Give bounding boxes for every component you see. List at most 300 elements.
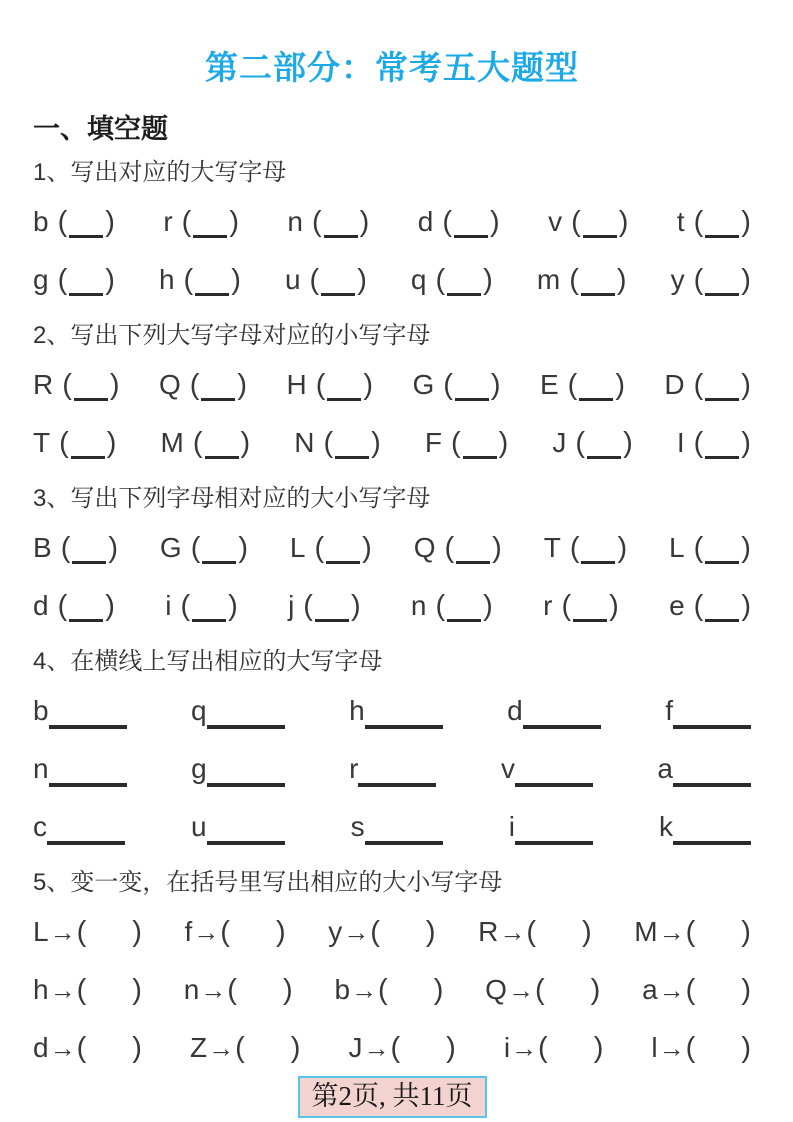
answer-blank-line <box>705 205 739 238</box>
letter-item-T <box>544 530 627 566</box>
letter: i <box>508 811 515 842</box>
open-paren: ( <box>62 369 72 401</box>
open-paren: ( <box>235 1032 245 1064</box>
letter-item-B <box>33 530 118 566</box>
letter-item-D <box>664 367 751 403</box>
answer-gap <box>86 918 132 948</box>
arrow-icon: → <box>499 917 526 947</box>
answer-blank-line <box>587 426 621 459</box>
answer-write-line <box>49 695 127 729</box>
letter-item-r <box>543 588 619 624</box>
close-paren: ) <box>132 974 142 1006</box>
close-paren: ) <box>741 427 751 459</box>
open-paren: ( <box>190 532 201 564</box>
answer-gap <box>695 918 741 948</box>
arrow-icon: → <box>49 917 76 947</box>
answer-write-line <box>365 695 443 729</box>
arrow-icon: → <box>511 1033 538 1063</box>
letter: G <box>159 532 182 563</box>
answer-blank-line <box>455 368 489 401</box>
answer-blank-line <box>69 589 103 622</box>
letter: Q <box>485 974 507 1005</box>
open-paren: ( <box>370 916 380 948</box>
open-paren: ( <box>59 427 69 459</box>
question-4-row-1 <box>33 693 751 733</box>
letter: n <box>33 753 49 784</box>
answer-blank-line <box>463 426 497 459</box>
letter: R <box>33 369 54 400</box>
answer-blank-line <box>321 263 355 296</box>
close-paren: ) <box>357 264 367 296</box>
letter: g <box>33 264 49 295</box>
answer-gap <box>380 918 426 948</box>
answer-blank-line <box>69 263 103 296</box>
letter: b <box>334 974 351 1005</box>
letter: j <box>288 590 295 621</box>
letter-item-r <box>163 204 239 240</box>
open-paren: ( <box>444 532 455 564</box>
letter-item-r <box>349 751 436 787</box>
close-paren: ) <box>609 590 619 622</box>
answer-gap <box>695 976 741 1006</box>
close-paren: ) <box>362 532 372 564</box>
close-paren: ) <box>238 532 249 564</box>
letter: Q <box>158 369 181 400</box>
arrow-icon: → <box>193 917 220 947</box>
close-paren: ) <box>741 369 751 401</box>
close-paren: ) <box>617 532 628 564</box>
open-paren: ( <box>693 590 704 622</box>
letter: M <box>634 916 658 947</box>
arrow-icon: → <box>363 1033 390 1063</box>
letter-item-b <box>33 693 127 729</box>
close-paren: ) <box>741 590 751 622</box>
letter-item-n <box>411 588 493 624</box>
letter: h <box>33 974 49 1005</box>
open-paren: ( <box>569 532 580 564</box>
close-paren: ) <box>359 206 370 238</box>
letter: B <box>33 532 52 563</box>
letter-item-n <box>33 751 127 787</box>
letter: T <box>543 532 561 563</box>
letter: q <box>191 695 207 726</box>
letter-item-e <box>669 588 751 624</box>
page-number-text: 第2页, 共11页 <box>311 1081 473 1111</box>
open-paren: ( <box>435 264 446 296</box>
letter-item-G <box>412 367 500 403</box>
letter-item-y <box>671 262 751 298</box>
open-paren: ( <box>378 974 388 1006</box>
close-paren: ) <box>492 532 502 564</box>
open-paren: ( <box>575 427 586 459</box>
close-paren: ) <box>350 590 361 622</box>
answer-write-line <box>207 811 285 845</box>
close-paren: ) <box>109 369 120 401</box>
answer-write-line <box>207 695 285 729</box>
letter: u <box>191 811 207 842</box>
close-paren: ) <box>446 1032 456 1064</box>
letter-item-h <box>349 693 443 729</box>
answer-blank-line <box>74 368 108 401</box>
page-title: 第二部分：常考五大题型 <box>205 49 579 86</box>
answer-write-line <box>358 753 436 787</box>
open-paren: ( <box>685 974 696 1006</box>
close-paren: ) <box>105 264 115 296</box>
answer-blank-line <box>583 205 617 238</box>
letter: m <box>536 264 561 295</box>
open-paren: ( <box>567 369 578 401</box>
close-paren: ) <box>433 974 444 1006</box>
question-1-row-2 <box>33 262 751 302</box>
letter-item-M <box>634 914 751 950</box>
answer-gap <box>230 918 276 948</box>
letter-item-F <box>425 425 508 461</box>
letter-item-h <box>33 972 142 1008</box>
open-paren: ( <box>183 264 194 296</box>
letter: F <box>424 427 442 458</box>
question-5-row-3 <box>33 1030 751 1070</box>
answer-blank-line <box>705 589 739 622</box>
close-paren: ) <box>425 916 436 948</box>
letter: d <box>507 695 523 726</box>
question-2-row-1 <box>33 367 751 407</box>
answer-blank-line <box>202 531 236 564</box>
answer-write-line <box>47 811 125 845</box>
answer-blank-line <box>315 589 349 622</box>
letter: i <box>503 1032 511 1063</box>
answer-blank-line <box>335 426 369 459</box>
answer-blank-line <box>454 205 488 238</box>
letter: l <box>651 1032 658 1063</box>
letter: e <box>669 590 685 621</box>
open-paren: ( <box>685 916 696 948</box>
letter-item-T <box>33 425 116 461</box>
arrow-icon: → <box>49 975 76 1005</box>
letter-item-R <box>33 367 120 403</box>
arrow-icon: → <box>658 917 685 947</box>
letter-item-N <box>294 425 381 461</box>
question-1-row-1 <box>33 204 751 244</box>
answer-blank-line <box>69 205 103 238</box>
answer-blank-line <box>579 368 613 401</box>
answer-blank-line <box>193 205 227 238</box>
question-5-row-1 <box>33 914 751 954</box>
answer-blank-line <box>581 263 615 296</box>
letter: h <box>349 695 365 726</box>
letter: d <box>417 206 434 237</box>
question-1-label: 1、写出对应的大写字母 <box>33 159 287 186</box>
close-paren: ) <box>371 427 381 459</box>
letter: f <box>184 916 193 947</box>
letter: b <box>33 206 49 237</box>
open-paren: ( <box>534 974 545 1006</box>
open-paren: ( <box>693 206 704 238</box>
open-paren: ( <box>561 590 572 622</box>
letter: q <box>410 264 427 295</box>
question-3 <box>33 483 751 628</box>
answer-blank-line <box>705 263 739 296</box>
answer-blank-line <box>705 426 739 459</box>
letter-item-J <box>552 425 632 461</box>
question-5 <box>33 867 751 1070</box>
answer-blank-line <box>326 531 360 564</box>
answer-write-line <box>673 811 751 845</box>
arrow-icon: → <box>343 917 370 947</box>
close-paren: ) <box>741 264 751 296</box>
open-paren: ( <box>323 427 334 459</box>
answer-blank-line <box>705 368 739 401</box>
question-3-row-1 <box>33 530 751 570</box>
letter: G <box>412 369 435 400</box>
arrow-icon: → <box>658 1033 685 1063</box>
close-paren: ) <box>231 264 241 296</box>
close-paren: ) <box>616 264 627 296</box>
letter-item-d <box>507 693 601 729</box>
close-paren: ) <box>615 369 625 401</box>
open-paren: ( <box>443 369 453 401</box>
letter-item-E <box>540 367 625 403</box>
open-paren: ( <box>442 206 452 238</box>
close-paren: ) <box>483 264 493 296</box>
letter-item-R <box>478 914 592 950</box>
letter: H <box>286 369 307 400</box>
letter-item-G <box>160 530 248 566</box>
arrow-icon: → <box>200 975 227 1005</box>
open-paren: ( <box>57 590 68 622</box>
answer-write-line <box>673 753 751 787</box>
letter-item-u <box>285 262 367 298</box>
question-2-row-2 <box>33 425 751 465</box>
open-paren: ( <box>189 369 200 401</box>
letter: I <box>676 427 685 458</box>
question-4 <box>33 646 751 849</box>
open-paren: ( <box>76 1032 87 1064</box>
open-paren: ( <box>76 916 87 948</box>
letter-item-J <box>348 1030 455 1066</box>
letter-item-c <box>33 809 125 845</box>
letter: a <box>657 753 673 784</box>
close-paren: ) <box>498 427 509 459</box>
question-4-row-3 <box>33 809 751 849</box>
answer-blank-line <box>205 426 239 459</box>
close-paren: ) <box>290 1032 301 1064</box>
open-paren: ( <box>693 264 704 296</box>
question-5-label: 5、变一变，在括号里写出相应的大小写字母 <box>33 869 503 896</box>
arrow-icon: → <box>49 1033 76 1063</box>
close-paren: ) <box>623 427 633 459</box>
letter: T <box>33 427 51 458</box>
close-paren: ) <box>132 916 142 948</box>
letter-item-f <box>185 914 286 950</box>
letter-item-Q <box>485 972 600 1008</box>
letter-item-Q <box>414 530 502 566</box>
open-paren: ( <box>451 427 461 459</box>
question-4-row-2 <box>33 751 751 791</box>
close-paren: ) <box>132 1032 142 1064</box>
letter: J <box>552 427 567 458</box>
letter-item-t <box>677 204 751 240</box>
close-paren: ) <box>618 206 629 238</box>
open-paren: ( <box>303 590 313 622</box>
letter-item-i <box>165 588 238 624</box>
letter-item-H <box>286 367 373 403</box>
letter-item-I <box>677 425 751 461</box>
answer-write-line <box>523 695 601 729</box>
answer-write-line <box>49 753 127 787</box>
letter: r <box>543 590 553 621</box>
letter-item-d <box>418 204 500 240</box>
answer-blank-line <box>324 205 358 238</box>
open-paren: ( <box>685 1032 696 1064</box>
close-paren: ) <box>228 590 238 622</box>
letter-item-Q <box>159 367 247 403</box>
answer-write-line <box>365 811 443 845</box>
open-paren: ( <box>192 427 203 459</box>
answer-gap <box>695 1034 741 1064</box>
answer-blank-line <box>456 531 490 564</box>
answer-gap <box>545 976 591 1006</box>
letter-item-d <box>33 588 115 624</box>
close-paren: ) <box>741 532 751 564</box>
letter-item-L <box>33 914 142 950</box>
answer-blank-line <box>447 263 481 296</box>
letter-item-l <box>651 1030 751 1066</box>
letter: J <box>348 1032 363 1063</box>
letter: y <box>670 264 685 295</box>
close-paren: ) <box>282 974 293 1006</box>
open-paren: ( <box>60 532 71 564</box>
answer-write-line <box>515 753 593 787</box>
letter: L <box>669 532 685 563</box>
letter: n <box>183 974 200 1005</box>
letter: M <box>160 427 184 458</box>
close-paren: ) <box>106 427 117 459</box>
letter-item-a <box>642 972 751 1008</box>
open-paren: ( <box>526 916 537 948</box>
answer-gap <box>245 1034 291 1064</box>
letter-item-u <box>191 809 285 845</box>
open-paren: ( <box>693 369 704 401</box>
close-paren: ) <box>489 206 500 238</box>
open-paren: ( <box>315 369 326 401</box>
letter-item-L <box>669 530 751 566</box>
letter: n <box>410 590 427 621</box>
close-paren: ) <box>105 206 115 238</box>
letter-item-s <box>351 809 443 845</box>
arrow-icon: → <box>507 975 534 1005</box>
open-paren: ( <box>311 206 322 238</box>
letter-item-b <box>334 972 443 1008</box>
letter-item-L <box>290 530 372 566</box>
letter: L <box>289 532 306 563</box>
letter-item-i <box>509 809 593 845</box>
letter: r <box>349 753 359 784</box>
letter-item-d <box>33 1030 142 1066</box>
close-paren: ) <box>240 427 251 459</box>
answer-write-line <box>515 811 593 845</box>
close-paren: ) <box>593 1032 604 1064</box>
letter-item-j <box>288 588 361 624</box>
question-3-label: 3、写出下列字母相对应的大小写字母 <box>33 485 431 512</box>
letter-item-y <box>328 914 435 950</box>
close-paren: ) <box>490 369 501 401</box>
letter-item-m <box>537 262 627 298</box>
letter: a <box>642 974 658 1005</box>
letter-item-v <box>501 751 593 787</box>
close-paren: ) <box>483 590 493 622</box>
open-paren: ( <box>57 206 68 238</box>
letter: u <box>284 264 301 295</box>
answer-gap <box>86 1034 132 1064</box>
open-paren: ( <box>390 1032 401 1064</box>
answer-gap <box>388 976 434 1006</box>
arrow-icon: → <box>351 975 378 1005</box>
letter: D <box>664 369 685 400</box>
open-paren: ( <box>227 974 237 1006</box>
close-paren: ) <box>108 532 119 564</box>
answer-blank-line <box>573 589 607 622</box>
answer-blank-line <box>705 531 739 564</box>
close-paren: ) <box>741 974 751 1006</box>
question-5-row-2 <box>33 972 751 1012</box>
close-paren: ) <box>105 590 115 622</box>
open-paren: ( <box>435 590 446 622</box>
answer-blank-line <box>72 531 106 564</box>
letter: N <box>294 427 315 458</box>
letter: Q <box>413 532 436 563</box>
close-paren: ) <box>363 369 374 401</box>
letter: R <box>478 916 499 947</box>
question-4-label: 4、在横线上写出相应的大写字母 <box>33 648 383 675</box>
letter: f <box>665 695 673 726</box>
close-paren: ) <box>741 916 751 948</box>
arrow-icon: → <box>658 975 685 1005</box>
letter-item-i <box>504 1030 604 1066</box>
question-2 <box>33 320 751 465</box>
letter: b <box>33 695 49 726</box>
letter-item-b <box>33 204 115 240</box>
answer-write-line <box>673 695 751 729</box>
letter-item-n <box>287 204 369 240</box>
answer-gap <box>548 1034 594 1064</box>
letter: y <box>328 916 343 947</box>
questions <box>33 157 751 1070</box>
arrow-icon: → <box>208 1033 235 1063</box>
letter: d <box>33 590 49 621</box>
close-paren: ) <box>741 206 751 238</box>
letter: v <box>548 206 563 237</box>
section-heading: 一、填空题 <box>33 114 168 144</box>
answer-gap <box>400 1034 446 1064</box>
letter: k <box>659 811 673 842</box>
letter: v <box>500 753 515 784</box>
letter-item-a <box>657 751 751 787</box>
answer-blank-line <box>201 368 235 401</box>
letter: L <box>33 916 49 947</box>
open-paren: ( <box>569 264 579 296</box>
letter: c <box>33 811 47 842</box>
answer-blank-line <box>581 531 615 564</box>
letter: E <box>539 369 559 400</box>
letter: g <box>191 753 207 784</box>
answer-gap <box>237 976 283 1006</box>
open-paren: ( <box>571 206 581 238</box>
answer-gap <box>86 976 132 1006</box>
answer-blank-line <box>192 589 226 622</box>
letter: d <box>33 1032 49 1063</box>
question-3-row-2 <box>33 588 751 628</box>
letter-item-M <box>161 425 251 461</box>
